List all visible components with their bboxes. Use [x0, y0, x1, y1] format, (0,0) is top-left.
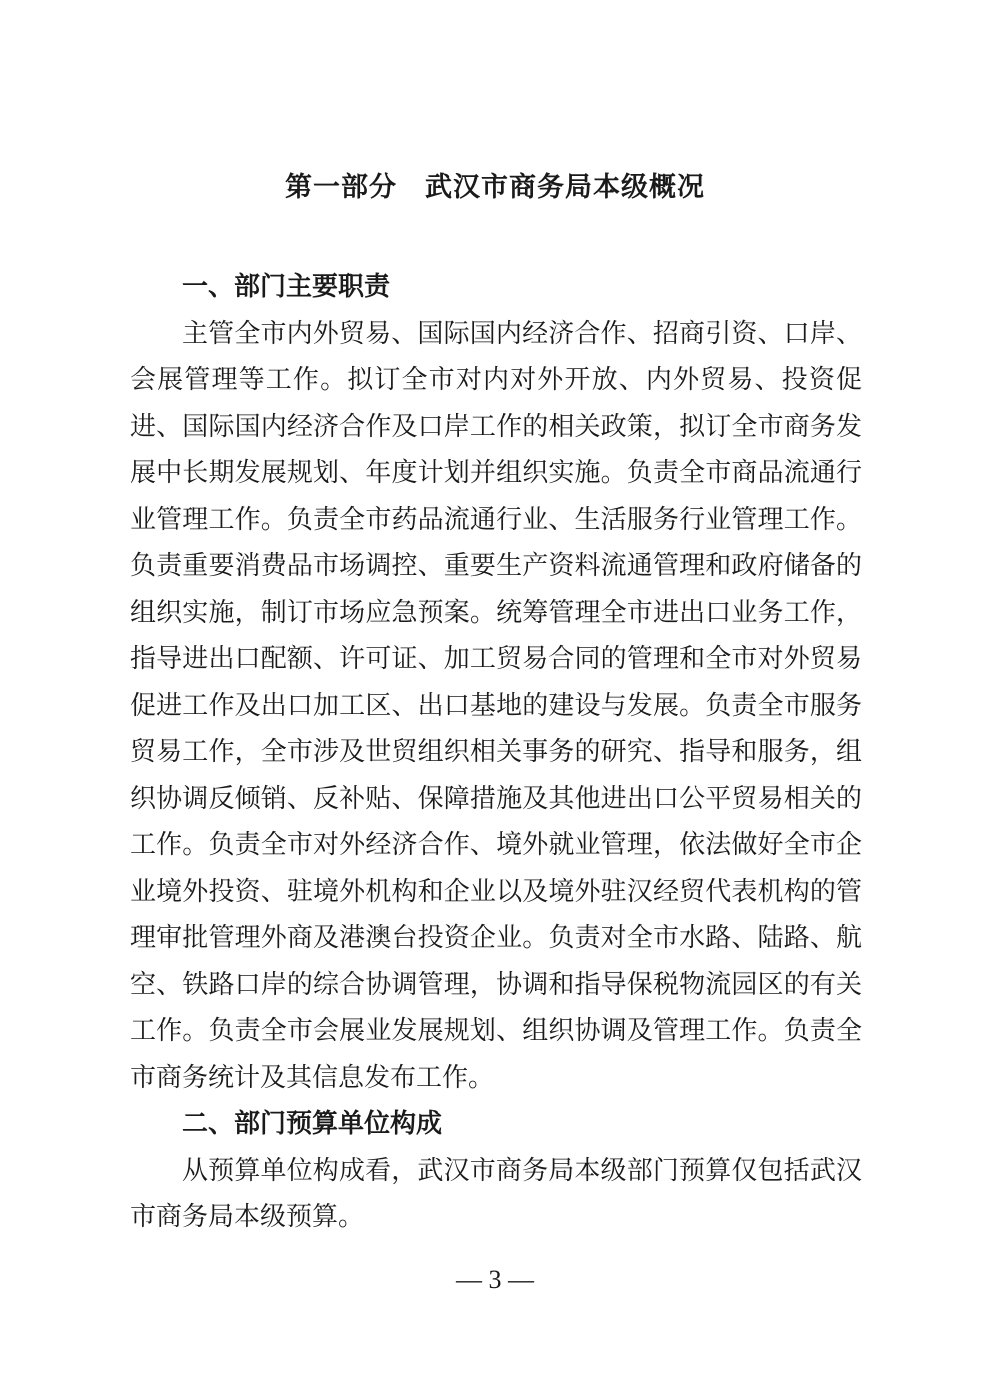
document-body — [130, 264, 862, 1241]
section-paragraph-duties: 主管全市内外贸易、国际国内经济合作、招商引资、口岸、会展管理等工作。拟订全市对内对外开放、内外贸易、投资促进、国际国内经济合作及口岸工作的相关政策，拟订全市商务发展中长期发展规划、年度计划并组织实施。负责全市商品流通行业管理工作。负责全市药品流通行业、生活服务行业管理工作。负责重要消费品市场调控、重要生产资料流通管理和政府储备的组织实施，制订市场应急预案。统筹管理全市进出口业务工作，指导进出口配额、许可证、加工贸易合同的管理和全市对外贸易促进工作及出口加工区、出口基地的建设与发展。负责全市服务贸易工作，全市涉及世贸组织相关事务的研究、指导和服务，组织协调反倾销、反补贴、保障措施及其他进出口公平贸易相关的工作。负责全市对外经济合作、境外就业管理，依法做好全市企业境外投资、驻境外机构和企业以及境外驻汉经贸代表机构的管理审批管理外商及港澳台投资企业。负责对全市水路、陆路、航空、铁路口岸的综合协调管理，协调和指导保税物流园区的有关工作。负责全市会展业发展规划、组织协调及管理工作。负责全市商务统计及其信息发布工作。 — [130, 318, 862, 1093]
page-number: — 3 — — [456, 1265, 534, 1294]
section-heading-duties: 一、部门主要职责 — [182, 272, 391, 302]
page-title: 第一部分 武汉市商务局本级概况 — [285, 172, 705, 203]
section-paragraph-budget-units: 从预算单位构成看，武汉市商务局本级部门预算仅包括武汉市商务局本级预算。 — [130, 1155, 862, 1232]
section-heading-budget-units: 二、部门预算单位构成 — [182, 1109, 443, 1139]
